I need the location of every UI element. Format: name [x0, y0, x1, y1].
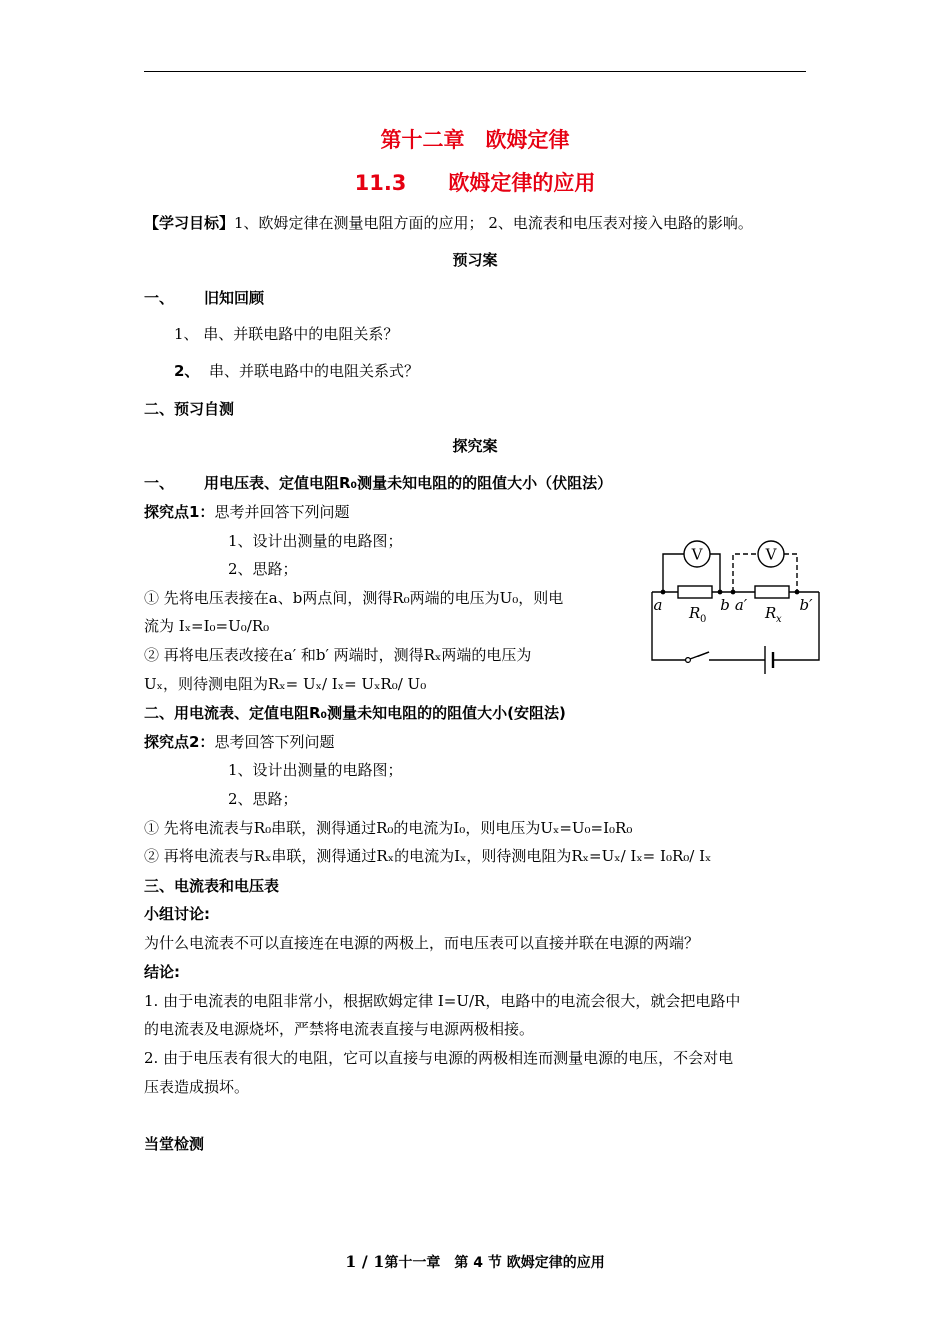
section-ammeter-title: 二、用电流表、定值电阻R₀测量未知电阻的的阻值大小(安阻法): [144, 704, 566, 722]
section-voltmeter-title: 用电压表、定值电阻R₀测量未知电阻的的阻值大小（伏阻法）: [204, 474, 613, 492]
label-r0: R: [689, 604, 701, 622]
preview-heading: 预习案: [452, 251, 498, 269]
voltmeter-circuit-diagram: [645, 532, 825, 682]
in-class-test-heading: 当堂检测: [144, 1135, 205, 1153]
explore-point-2-label: 探究点2：: [144, 733, 215, 751]
explore-point-2-text: 思考回答下列问题: [214, 733, 335, 751]
voltmeter-1-label: V: [691, 545, 703, 564]
page-number: 1 / 1: [345, 1252, 385, 1271]
conclusion-1-line-2: 的电流表及电源烧坏，严禁将电流表直接与电源两极相接。: [144, 1020, 535, 1038]
voltmeter-2-label: V: [765, 545, 777, 564]
p1-item-2: 2、思路；: [228, 560, 298, 578]
explore-point-1: [144, 501, 349, 522]
conclusion-2-line-1: 2. 由于电压表有很大的电阻，它可以直接与电源的两极相连而测量电源的电压，不会对电: [144, 1049, 734, 1067]
review-question-2-text: 串、并联电路中的电阻关系式？: [208, 362, 419, 380]
explore-heading: 探究案: [452, 437, 498, 455]
section-review-num: 一、: [144, 289, 175, 307]
group-discussion-label: 小组讨论:: [144, 905, 210, 923]
objective-text: 1、欧姆定律在测量电阻方面的应用； 2、电流表和电压表对接入电路的影响。: [234, 214, 753, 232]
conclusion-2-line-2: 压表造成损坏。: [144, 1078, 250, 1096]
section-meters-title: 三、电流表和电压表: [144, 877, 280, 895]
resistor-r0: [678, 586, 712, 598]
section-voltmeter-num: 一、: [144, 474, 175, 492]
explore-point-1-text: 思考并回答下列问题: [214, 503, 350, 521]
p1-line-2: 流为 Iₓ=I₀=U₀/R₀: [144, 617, 270, 635]
footer-text: 第十一章 第 4 节 欧姆定律的应用: [384, 1255, 605, 1271]
review-question-1: 1、 串、并联电路中的电阻关系？: [174, 325, 399, 343]
group-discussion-question: 为什么电流表不可以直接连在电源的两极上，而电压表可以直接并联在电源的两端？: [144, 934, 700, 952]
label-rx: R: [765, 604, 777, 622]
p1-line-4: Uₓ，则待测电阻为Rₓ= Uₓ/ Iₓ= UₓR₀/ U₀: [144, 675, 427, 693]
resistor-rx: [755, 586, 789, 598]
label-r0-sub: 0: [700, 614, 707, 625]
review-question-2-num: 2、: [174, 362, 200, 380]
p2-item-2: 2、思路；: [228, 790, 298, 808]
label-a-prime: a′: [734, 596, 748, 614]
p1-line-3: ② 再将电压表改接在a′ 和b′ 两端时，测得Rₓ两端的电压为: [144, 646, 532, 664]
learning-objective: [144, 212, 753, 233]
p1-item-1: 1、设计出测量的电路图；: [228, 532, 403, 550]
label-b-prime: b′: [799, 596, 813, 614]
section-review-title: 旧知回顾: [204, 289, 265, 307]
lesson-title: 11.3 欧姆定律的应用: [354, 171, 596, 195]
header-rule: [144, 71, 806, 72]
objective-label: 【学习目标】: [144, 214, 235, 232]
conclusion-label: 结论:: [144, 963, 180, 981]
section-self-test: 二、预习自测: [144, 400, 235, 418]
review-question-2: [174, 360, 419, 381]
chapter-title: 第十二章 欧姆定律: [380, 128, 570, 152]
p2-line-1: ① 先将电流表与R₀串联，测得通过R₀的电流为I₀，则电压为Uₓ=U₀=I₀R₀: [144, 819, 633, 837]
page-footer: [0, 1252, 950, 1272]
explore-point-2: [144, 731, 334, 752]
label-rx-sub: x: [776, 614, 782, 625]
p2-line-2: ② 再将电流表与Rₓ串联，测得通过Rₓ的电流为Iₓ，则待测电阻为Rₓ=Uₓ/ Iₓ= I₀R₀/ Iₓ: [144, 847, 712, 865]
p2-item-1: 1、设计出测量的电路图；: [228, 761, 403, 779]
explore-point-1-label: 探究点1：: [144, 503, 215, 521]
p1-line-1: ① 先将电压表接在a、b两点间，测得R₀两端的电压为U₀，则电: [144, 589, 564, 607]
label-b: b: [720, 596, 730, 614]
label-a: a: [653, 596, 663, 614]
conclusion-1-line-1: 1. 由于电流表的电阻非常小，根据欧姆定律 I=U/R，电路中的电流会很大，就会把电路中: [144, 992, 741, 1010]
